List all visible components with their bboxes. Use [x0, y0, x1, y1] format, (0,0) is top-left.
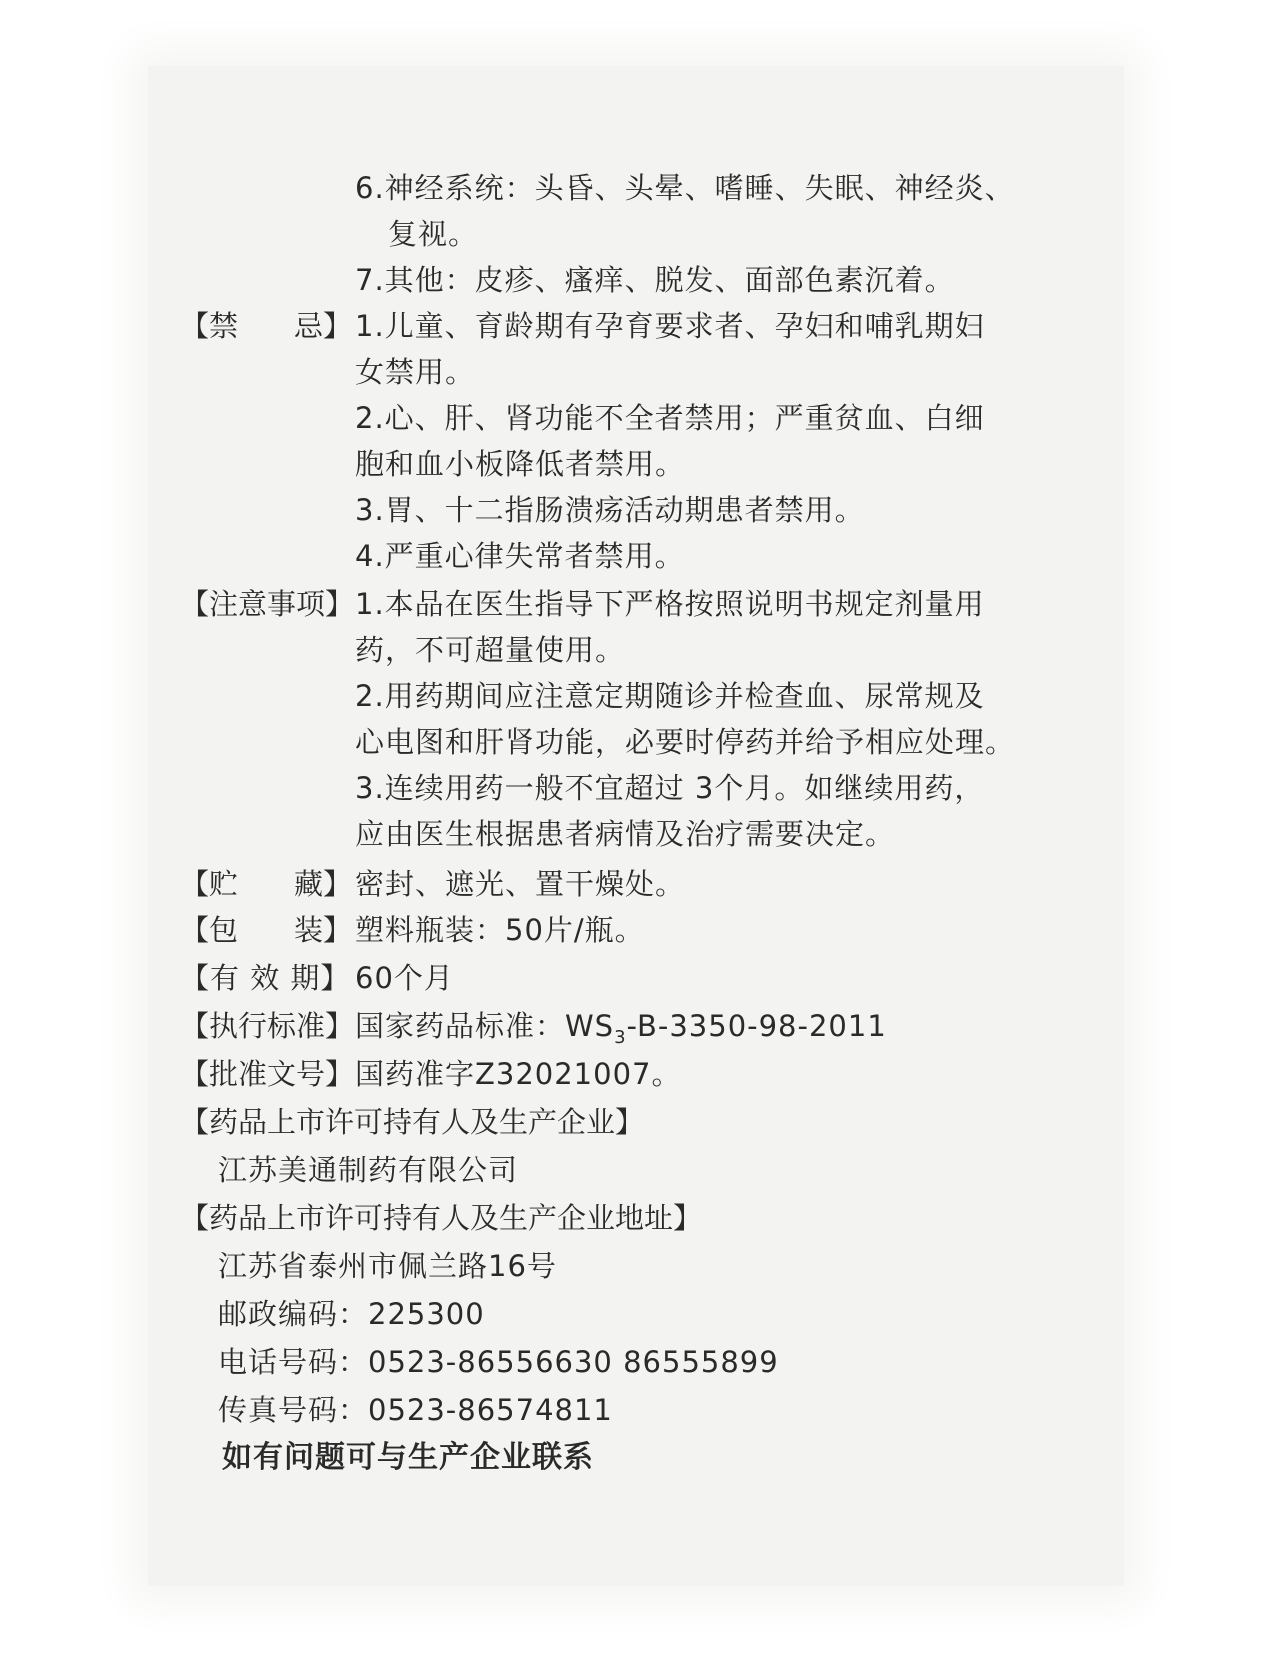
packaging-label-open: 【包	[180, 913, 239, 947]
contraindication-item-1-line-1: 1.儿童、育龄期有孕育要求者、孕妇和哺乳期妇	[355, 309, 985, 343]
holder-value: 江苏美通制药有限公司	[218, 1153, 519, 1187]
storage-label	[180, 866, 352, 902]
address-street: 江苏省泰州市佩兰路16号	[218, 1249, 557, 1283]
address-phone: 电话号码：0523-86556630 86555899	[218, 1345, 779, 1379]
validity-label: 【有 效 期】	[180, 961, 351, 995]
holder-label: 【药品上市许可持有人及生产企业】	[180, 1105, 645, 1139]
contraindication-item-3: 3.胃、十二指肠溃疡活动期患者禁用。	[355, 493, 865, 527]
contact-note: 如有问题可与生产企业联系	[222, 1440, 594, 1475]
contraindications-label-close: 忌】	[294, 309, 353, 343]
side-effect-item-7: 7.其他：皮疹、瘙痒、脱发、面部色素沉着。	[355, 263, 955, 297]
standard-label: 【执行标准】	[180, 1009, 355, 1043]
address-postcode: 邮政编码：225300	[218, 1297, 485, 1331]
precaution-item-1-line-2: 药，不可超量使用。	[355, 633, 626, 667]
precaution-item-1-line-1: 1.本品在医生指导下严格按照说明书规定剂量用	[355, 587, 985, 621]
address-fax: 传真号码：0523-86574811	[218, 1393, 613, 1427]
precaution-item-3-line-1: 3.连续用药一般不宜超过 3个月。如继续用药，	[355, 771, 985, 805]
approval-label: 【批准文号】	[180, 1057, 355, 1091]
precaution-item-3-line-2: 应由医生根据患者病情及治疗需要决定。	[355, 817, 896, 851]
standard-value-suffix: -B-3350-98-2011	[626, 1009, 887, 1043]
contraindication-item-2-line-1: 2.心、肝、肾功能不全者禁用；严重贫血、白细	[355, 401, 985, 435]
packaging-label-close: 装】	[294, 913, 353, 947]
validity-value: 60个月	[355, 961, 454, 995]
contraindication-item-4: 4.严重心律失常者禁用。	[355, 539, 685, 573]
side-effect-item-6-line-1: 6.神经系统：头昏、头晕、嗜睡、失眠、神经炎、	[355, 171, 1015, 205]
precaution-item-2-line-2: 心电图和肝肾功能，必要时停药并给予相应处理。	[355, 725, 1016, 759]
standard-value	[355, 1008, 887, 1056]
contraindication-item-1-line-2: 女禁用。	[355, 355, 476, 389]
approval-value: 国药准字Z32021007。	[355, 1057, 682, 1091]
packaging-label	[180, 912, 352, 948]
contraindications-label-open: 【禁	[180, 309, 239, 343]
storage-label-close: 藏】	[294, 867, 353, 901]
precaution-item-2-line-1: 2.用药期间应注意定期随诊并检查血、尿常规及	[355, 679, 985, 713]
storage-label-open: 【贮	[180, 867, 239, 901]
standard-value-subscript: 3	[614, 1026, 627, 1048]
contraindication-item-2-line-2: 胞和血小板降低者禁用。	[355, 447, 686, 481]
side-effect-item-6-line-2: 复视。	[388, 217, 479, 251]
storage-value: 密封、遮光、置干燥处。	[355, 867, 686, 901]
standard-value-prefix: 国家药品标准：WS	[355, 1009, 615, 1043]
contraindications-label	[180, 308, 352, 344]
address-label: 【药品上市许可持有人及生产企业地址】	[180, 1201, 703, 1235]
packaging-value: 塑料瓶装：50片/瓶。	[355, 913, 645, 947]
precautions-label: 【注意事项】	[180, 587, 355, 621]
